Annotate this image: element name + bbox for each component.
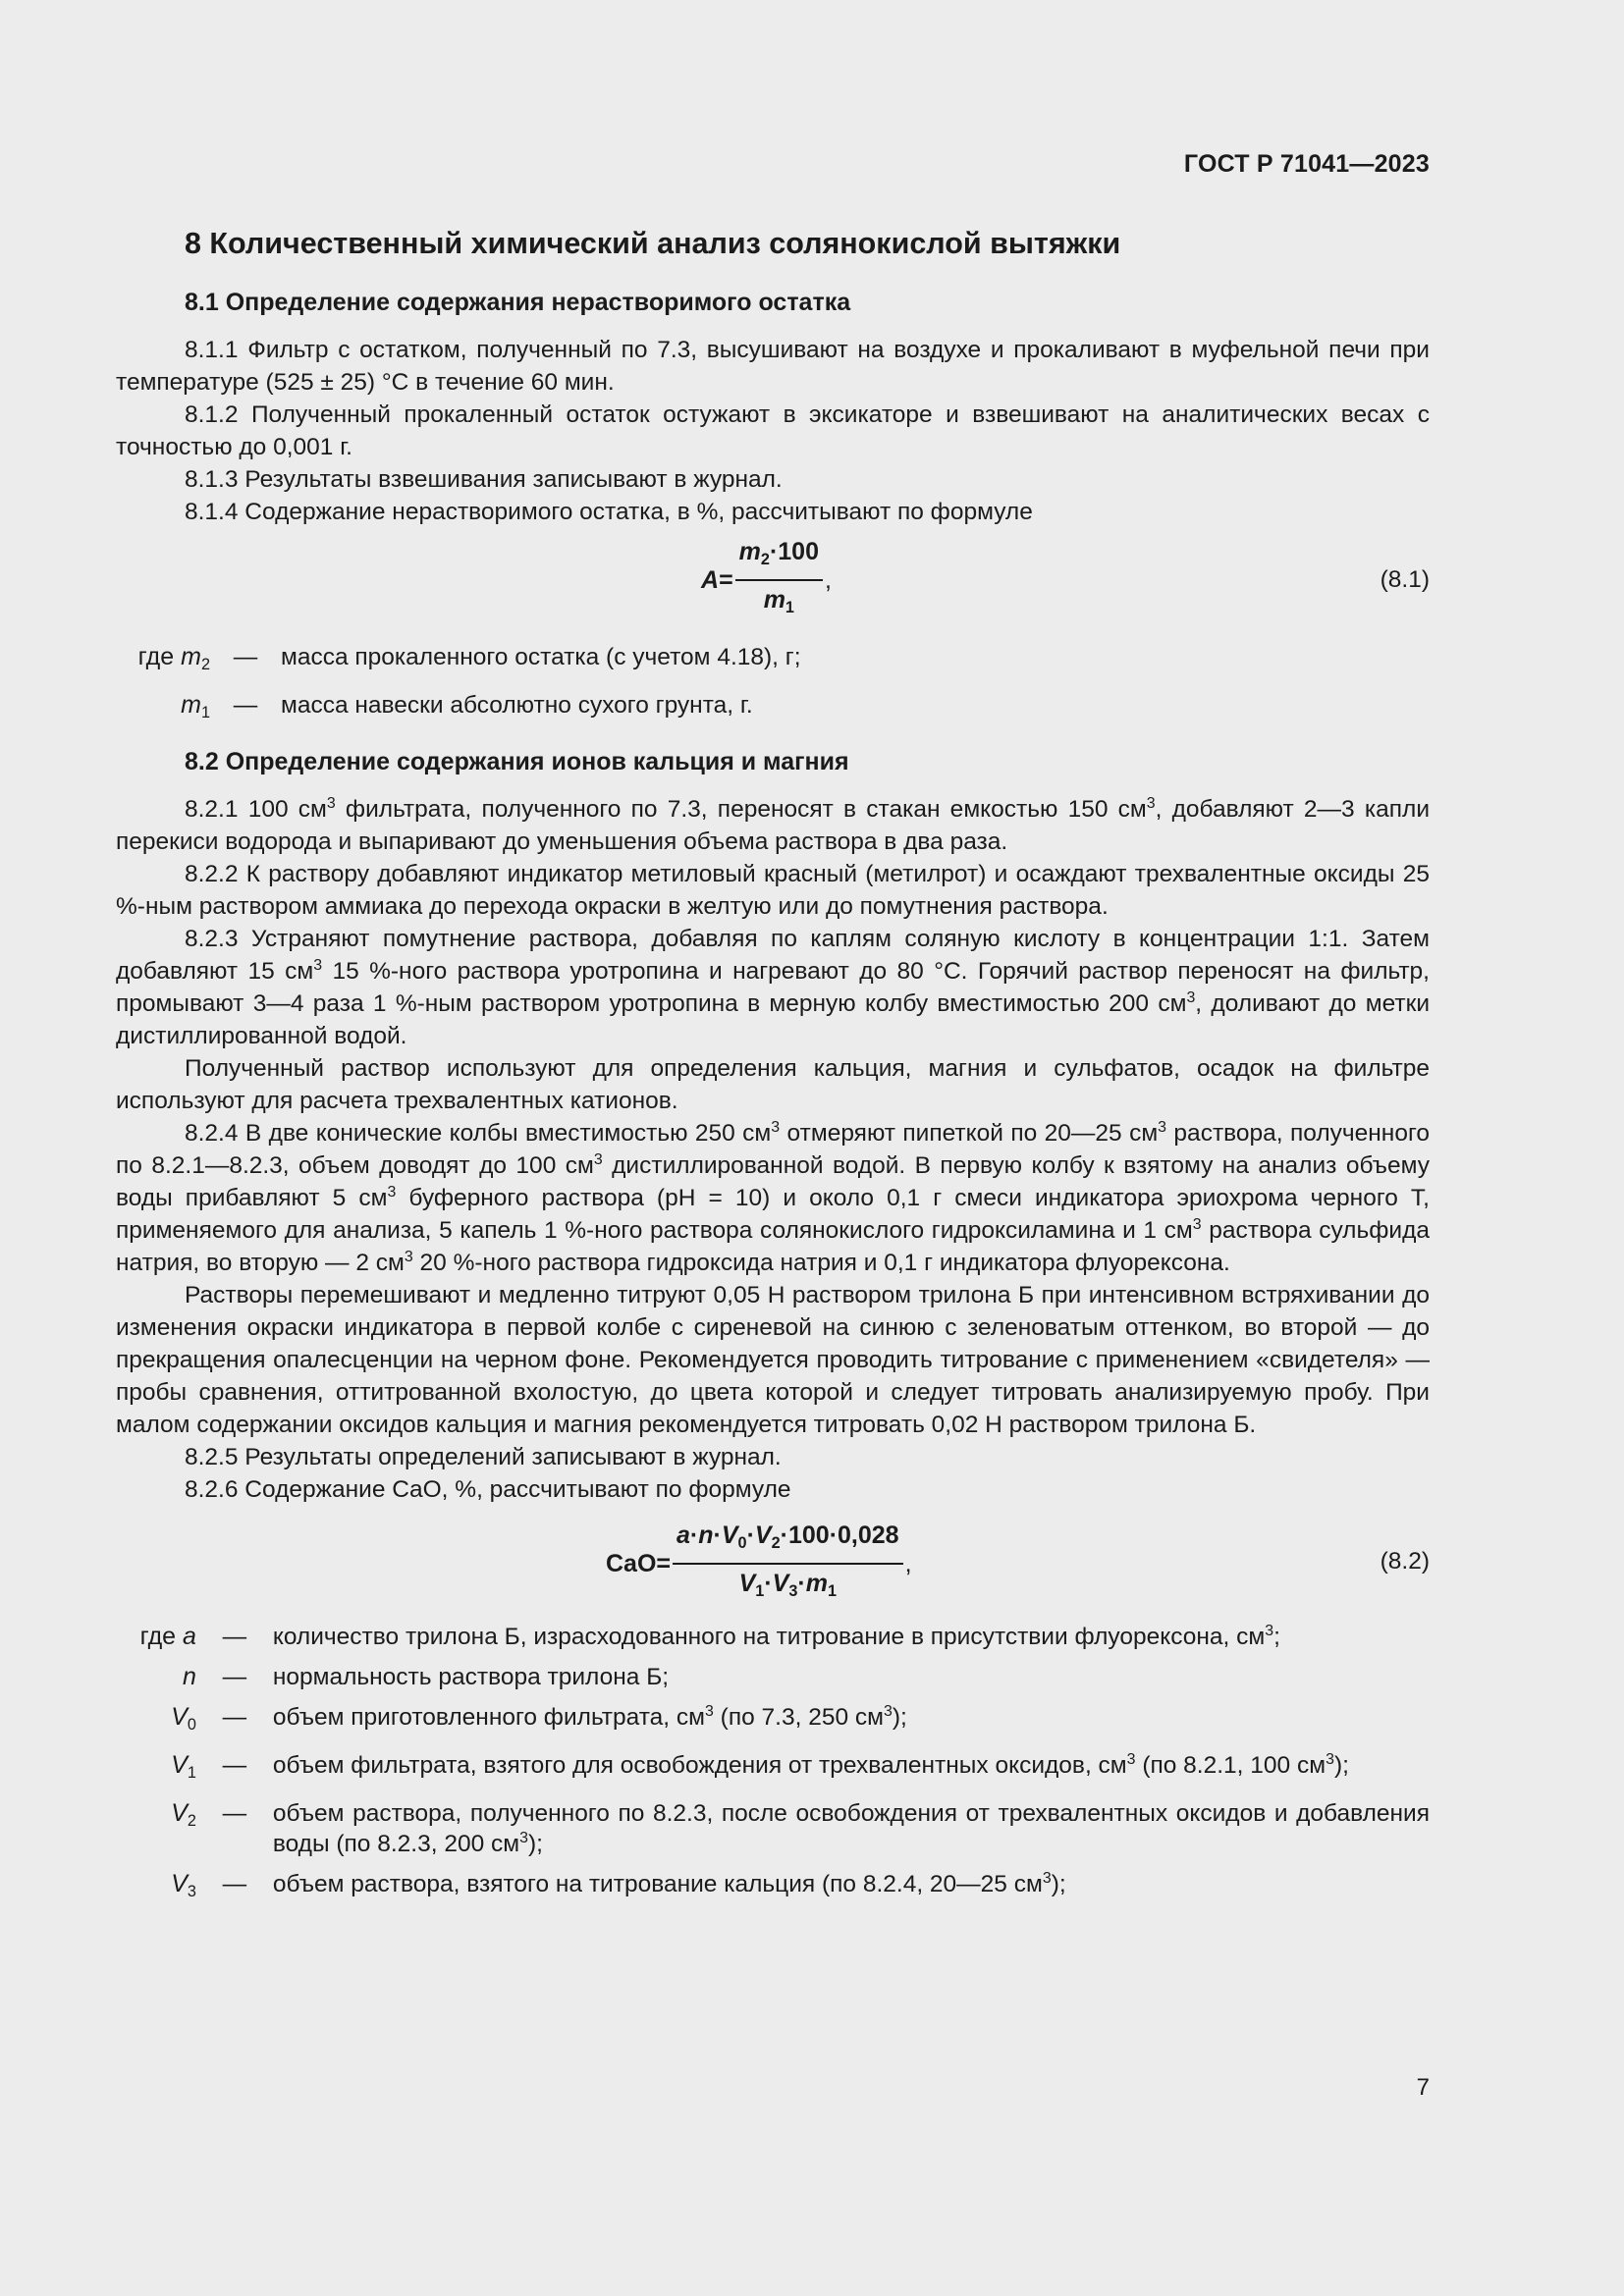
- paragraph-8-1-3: 8.1.3 Результаты взвешивания записывают в журнал.: [185, 466, 783, 493]
- document-id: ГОСТ Р 71041—2023: [1183, 150, 1430, 178]
- text: 8.2.4 В две конические колбы вместимостью 250 см: [185, 1120, 772, 1147]
- legend-sub: 0: [187, 1716, 196, 1734]
- paragraph-8-2-1: [116, 793, 1430, 858]
- superscript: 3: [1126, 1751, 1136, 1768]
- legend-row: [116, 1622, 1430, 1662]
- text: фильтрата, полученного по 7.3, переносят в стакан емкостью 150 см: [335, 796, 1147, 823]
- paragraph-8-2-5: 8.2.5 Результаты определений записывают в журнал.: [185, 1444, 782, 1470]
- formula-fraction: [735, 536, 823, 624]
- text: ;: [1273, 1624, 1280, 1650]
- legend-row: [116, 1750, 1430, 1798]
- text: );: [1333, 1752, 1349, 1779]
- var-v: V: [721, 1522, 738, 1549]
- subscript: 2: [771, 1534, 781, 1552]
- var-a: a: [677, 1522, 690, 1549]
- legend-var: a: [183, 1623, 196, 1650]
- numerator-rest: ·100·0,028: [780, 1522, 899, 1549]
- legend-dash: —: [233, 644, 258, 670]
- text: , доливают до метки дистиллированной водой.: [116, 990, 1431, 1049]
- legend-description: [273, 1869, 1430, 1917]
- formula-number: (8.2): [1380, 1548, 1430, 1575]
- subscript: 1: [827, 1582, 837, 1600]
- legend-row: [116, 1798, 1430, 1869]
- subsection-8-1-title: 8.1 Определение содержания нерастворимого остатка: [185, 289, 851, 316]
- superscript: 3: [593, 1151, 603, 1168]
- formula-8-1-expression: [701, 536, 832, 624]
- legend-description: [273, 1798, 1430, 1869]
- paragraph-8-2-2: 8.2.2 К раствору добавляют индикатор метиловый красный (метилрот) и осаждают трехвалентные оксиды 25 %-ным раствором аммиака до перехода окраски в желтую или до помутнения раствора.: [116, 861, 1430, 920]
- legend-description: [273, 1662, 1430, 1702]
- legend-sub: 2: [200, 656, 210, 673]
- text: объем раствора, полученного по 8.2.3, после освобождения от трехвалентных оксидов и добавления воды (по 8.2.3, 200 см: [272, 1800, 1430, 1857]
- var-n: n: [698, 1522, 714, 1549]
- formula-numerator: [673, 1520, 903, 1565]
- superscript: 3: [771, 1119, 781, 1136]
- superscript: 3: [1265, 1623, 1274, 1639]
- text: 8.2.3 Устраняют помутнение раствора, добавляя по каплям соляную кислоту в концентрации 1:1. Затем добавляют 15 см: [116, 926, 1430, 985]
- superscript: 3: [1146, 795, 1156, 812]
- legend-symbol: [116, 1798, 196, 1869]
- superscript: 3: [705, 1703, 714, 1720]
- formula-comma: ,: [904, 1549, 912, 1577]
- text: );: [527, 1831, 543, 1857]
- legend-sub: 1: [200, 704, 210, 721]
- superscript: 3: [519, 1830, 528, 1846]
- superscript: 3: [326, 795, 336, 812]
- text: отмеряют пипеткой по 20—25 см: [780, 1120, 1159, 1147]
- legend-description: масса навески абсолютно сухого грунта, г.: [281, 692, 753, 719]
- var-v: V: [754, 1522, 772, 1549]
- paragraph-8-2-3: [116, 923, 1430, 1052]
- text: );: [1051, 1871, 1066, 1897]
- legend-lead: где: [139, 1623, 177, 1650]
- legend-row: [116, 642, 801, 690]
- page-content: [116, 222, 1430, 1925]
- superscript: 3: [1192, 1216, 1202, 1233]
- legend-var: m: [181, 691, 201, 719]
- legend-dash: —: [222, 1704, 247, 1731]
- legend-description: [273, 1702, 1430, 1750]
- var-v: V: [738, 1570, 756, 1597]
- legend-description: [273, 1750, 1430, 1798]
- dot: ·: [713, 1522, 722, 1549]
- paragraph-8-2-4: [116, 1117, 1430, 1279]
- legend-sub: 2: [187, 1812, 196, 1830]
- text: (по 8.2.1, 100 см: [1135, 1752, 1326, 1779]
- text: (по 7.3, 250 см: [713, 1704, 884, 1731]
- formula-denominator: [735, 1565, 840, 1608]
- text: 15 %-ного раствора уротропина и нагревают до 80 °С. Горячий раствор переносят на фильтр, промывают 3—4 раза 1 %-ным раствором уротропина в мерную колбу вместимостью 200 см: [116, 958, 1430, 1017]
- text: объем раствора, взятого на титрование кальция (по 8.2.4, 20—25 см: [272, 1871, 1043, 1897]
- legend-symbol: [116, 1662, 196, 1702]
- paragraph-8-2-3-b: Полученный раствор используют для определения кальция, магния и сульфатов, осадок на фильтре используют для расчета трехвалентных катионов.: [116, 1055, 1430, 1114]
- superscript: 3: [387, 1184, 397, 1201]
- text: объем приготовленного фильтрата, см: [272, 1704, 706, 1731]
- formula-comma: ,: [825, 565, 832, 594]
- paragraph-8-2-4-b: Растворы перемешивают и медленно титруют 0,05 Н раствором трилона Б при интенсивном встряхивании до изменения окраски индикатора в первой колбе с сиреневой на синюю с зеленоватым оттенком, во второй — до прекращения опалесценции на черном фоне. Рекомендуется проводить титрование с применением «свидетеля» — пробы сравнения, оттитрованной вхолостую, до цвета которой и следует титровать анализируемую пробу. При малом содержании оксидов кальция и магния рекомендуется титровать 0,02 Н раствором трилона Б.: [116, 1282, 1430, 1438]
- text: объем фильтрата, взятого для освобождения от трехвалентных оксидов, см: [272, 1752, 1127, 1779]
- formula-8-2: [116, 1516, 1430, 1622]
- paragraph-8-1-4: 8.1.4 Содержание нерастворимого остатка, в %, рассчитывают по формуле: [185, 499, 1033, 525]
- legend-symbol: [116, 1622, 196, 1662]
- legend-dash: —: [222, 1664, 247, 1690]
- formula-number: (8.1): [1380, 566, 1430, 593]
- dot: ·: [689, 1522, 699, 1549]
- text: , добавляют 2—3 капли перекиси водорода и выпаривают до уменьшения объема раствора в два раза.: [116, 796, 1431, 855]
- legend-row: [116, 1702, 1430, 1750]
- text: количество трилона Б, израсходованного на титрование в присутствии флуорексона, см: [272, 1624, 1266, 1650]
- superscript: 3: [404, 1249, 413, 1265]
- formula-fraction: [673, 1520, 903, 1608]
- subscript: 0: [737, 1534, 747, 1552]
- legend-dash: —: [222, 1871, 247, 1897]
- text: раствора сульфида натрия, во вторую — 2 см: [116, 1217, 1430, 1276]
- legend-var: V: [171, 1799, 188, 1827]
- text: );: [892, 1704, 907, 1731]
- superscript: 3: [1186, 989, 1196, 1006]
- formula-8-2-legend: [116, 1622, 1430, 1917]
- legend-symbol: [116, 1702, 196, 1750]
- superscript: 3: [1158, 1119, 1167, 1136]
- paragraph-8-1-2: 8.1.2 Полученный прокаленный остаток остужают в эксикаторе и взвешивают на аналитических весах с точностью до 0,001 г.: [116, 401, 1430, 460]
- text: 20 %-ного раствора гидроксида натрия и 0,1 г индикатора флуорексона.: [412, 1250, 1230, 1276]
- legend-dash: —: [222, 1624, 247, 1650]
- superscript: 3: [1042, 1870, 1052, 1887]
- superscript: 3: [313, 957, 323, 974]
- subscript: 1: [785, 599, 794, 616]
- formula-8-1: [116, 536, 1430, 642]
- text: буферного раствора (pH = 10) и около 0,1 г смеси индикатора эриохрома черного Т, применяемого для анализа, 5 капель 1 %-ного раствора солянокислого гидроксиламина и 1 см: [116, 1185, 1430, 1244]
- text: нормальность раствора трилона Б;: [272, 1664, 670, 1690]
- legend-var: V: [171, 1751, 188, 1779]
- formula-numerator: [735, 536, 823, 581]
- legend-symbol: [116, 642, 210, 690]
- formula-8-1-legend: [116, 642, 801, 738]
- legend-dash: —: [222, 1800, 247, 1827]
- dot: ·: [746, 1522, 755, 1549]
- page-number: 7: [1416, 2074, 1430, 2101]
- legend-sub: 3: [187, 1883, 196, 1900]
- section-title: 8 Количественный химический анализ солянокислой вытяжки: [185, 227, 1121, 260]
- var-m: m: [805, 1570, 828, 1597]
- var-m: m: [763, 586, 785, 614]
- legend-var: V: [171, 1870, 188, 1897]
- text: раствора, полученного по 8.2.1—8.2.3, объем доводят до 100 см: [116, 1120, 1430, 1179]
- legend-row: [116, 1662, 1430, 1702]
- numerator-rest: ·100: [769, 538, 819, 565]
- legend-symbol: [116, 1750, 196, 1798]
- formula-denominator: [760, 581, 798, 624]
- formula-equals: =: [656, 1549, 672, 1577]
- formula-lhs: CaO: [606, 1549, 657, 1577]
- superscript: 3: [884, 1703, 893, 1720]
- paragraph-8-2-6: 8.2.6 Содержание CaO, %, рассчитывают по формуле: [185, 1476, 791, 1503]
- paragraph-8-1-1: 8.1.1 Фильтр с остатком, полученный по 7.3, высушивают на воздухе и прокаливают в муфельной печи при температуре (525 ± 25) °С в течение 60 мин.: [116, 337, 1430, 396]
- subscript: 3: [788, 1582, 798, 1600]
- dot: ·: [764, 1570, 773, 1597]
- legend-lead: где: [137, 643, 175, 670]
- legend-description: [273, 1622, 1430, 1662]
- subscript: 1: [755, 1582, 765, 1600]
- legend-description: масса прокаленного остатка (с учетом 4.18), г;: [281, 644, 801, 670]
- legend-row: [116, 1869, 1430, 1917]
- superscript: 3: [1326, 1751, 1334, 1768]
- legend-dash: —: [233, 692, 258, 719]
- text: дистиллированной водой. В первую колбу к взятому на анализ объему воды прибавляют 5 см: [116, 1152, 1430, 1211]
- var-m: m: [738, 538, 761, 565]
- legend-var: n: [183, 1663, 196, 1690]
- legend-sub: 1: [187, 1764, 196, 1782]
- subscript: 2: [760, 551, 770, 568]
- legend-dash: —: [222, 1752, 247, 1779]
- formula-equals: =: [719, 565, 733, 594]
- legend-row: [116, 690, 801, 738]
- formula-8-2-expression: [606, 1520, 912, 1608]
- formula-lhs: A: [701, 565, 720, 594]
- legend-symbol: [116, 690, 210, 738]
- text: 8.2.1 100 см: [185, 796, 327, 823]
- legend-var: m: [181, 643, 201, 670]
- legend-symbol: [116, 1869, 196, 1917]
- subsection-8-2-title: 8.2 Определение содержания ионов кальция и магния: [185, 748, 849, 775]
- legend-var: V: [171, 1703, 188, 1731]
- var-v: V: [772, 1570, 789, 1597]
- dot: ·: [797, 1570, 806, 1597]
